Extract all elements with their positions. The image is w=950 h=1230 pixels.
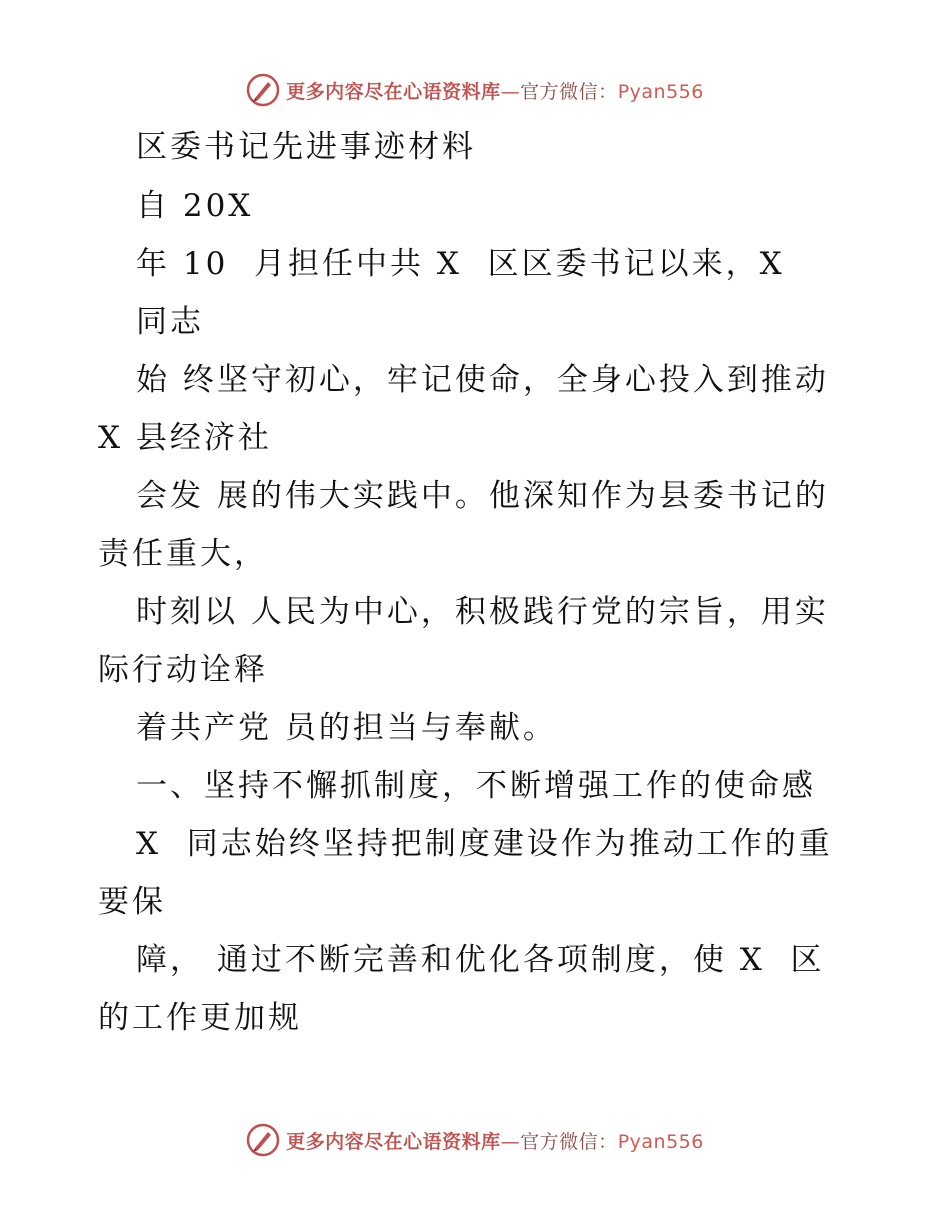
- text-line: 际行动诠释: [98, 652, 268, 688]
- banner-wechat-account: Pyan556: [617, 1130, 704, 1153]
- text-line: 的工作更加规: [98, 1000, 302, 1036]
- banner-site-name: 更多内容尽在心语资料库: [286, 80, 501, 103]
- banner-separator: —: [500, 1130, 521, 1153]
- text-line: 年 10 月担任中共 X 区区委书记以来，X: [136, 246, 785, 282]
- banner-separator: —: [500, 80, 521, 103]
- text-line: X 同志始终坚持把制度建设作为推动工作的重: [136, 826, 833, 862]
- section-heading: 一、坚持不懈抓制度，不断增强工作的使命感: [136, 768, 816, 804]
- text-line: 责任重大，: [98, 536, 268, 572]
- text-line: 障， 通过不断完善和优化各项制度，使 X 区: [136, 942, 825, 978]
- text-line: 始 终坚守初心，牢记使命，全身心投入到推动: [136, 362, 829, 398]
- text-line: X 县经济社: [98, 420, 272, 456]
- header-banner: [0, 70, 950, 110]
- banner-site-name: 更多内容尽在心语资料库: [286, 1130, 501, 1153]
- text-line: 同志: [136, 304, 204, 340]
- text-line: 着共产党 员的担当与奉献。: [136, 710, 557, 746]
- banner-wechat-account: Pyan556: [617, 80, 704, 103]
- text-line: 会发 展的伟大实践中。他深知作为县委书记的: [136, 478, 829, 514]
- text-line: 时刻以 人民为中心，积极践行党的宗旨，用实: [136, 594, 829, 630]
- banner-wechat-label: 官方微信：: [520, 1130, 618, 1153]
- document-title: 区委书记先进事迹材料: [136, 129, 476, 165]
- quill-logo-icon: [246, 1123, 280, 1157]
- quill-logo-icon: [246, 73, 280, 107]
- text-line: 自 20X: [136, 188, 254, 224]
- text-line: 要保: [98, 884, 166, 920]
- footer-banner: [0, 1120, 950, 1160]
- banner-wechat-label: 官方微信：: [520, 80, 618, 103]
